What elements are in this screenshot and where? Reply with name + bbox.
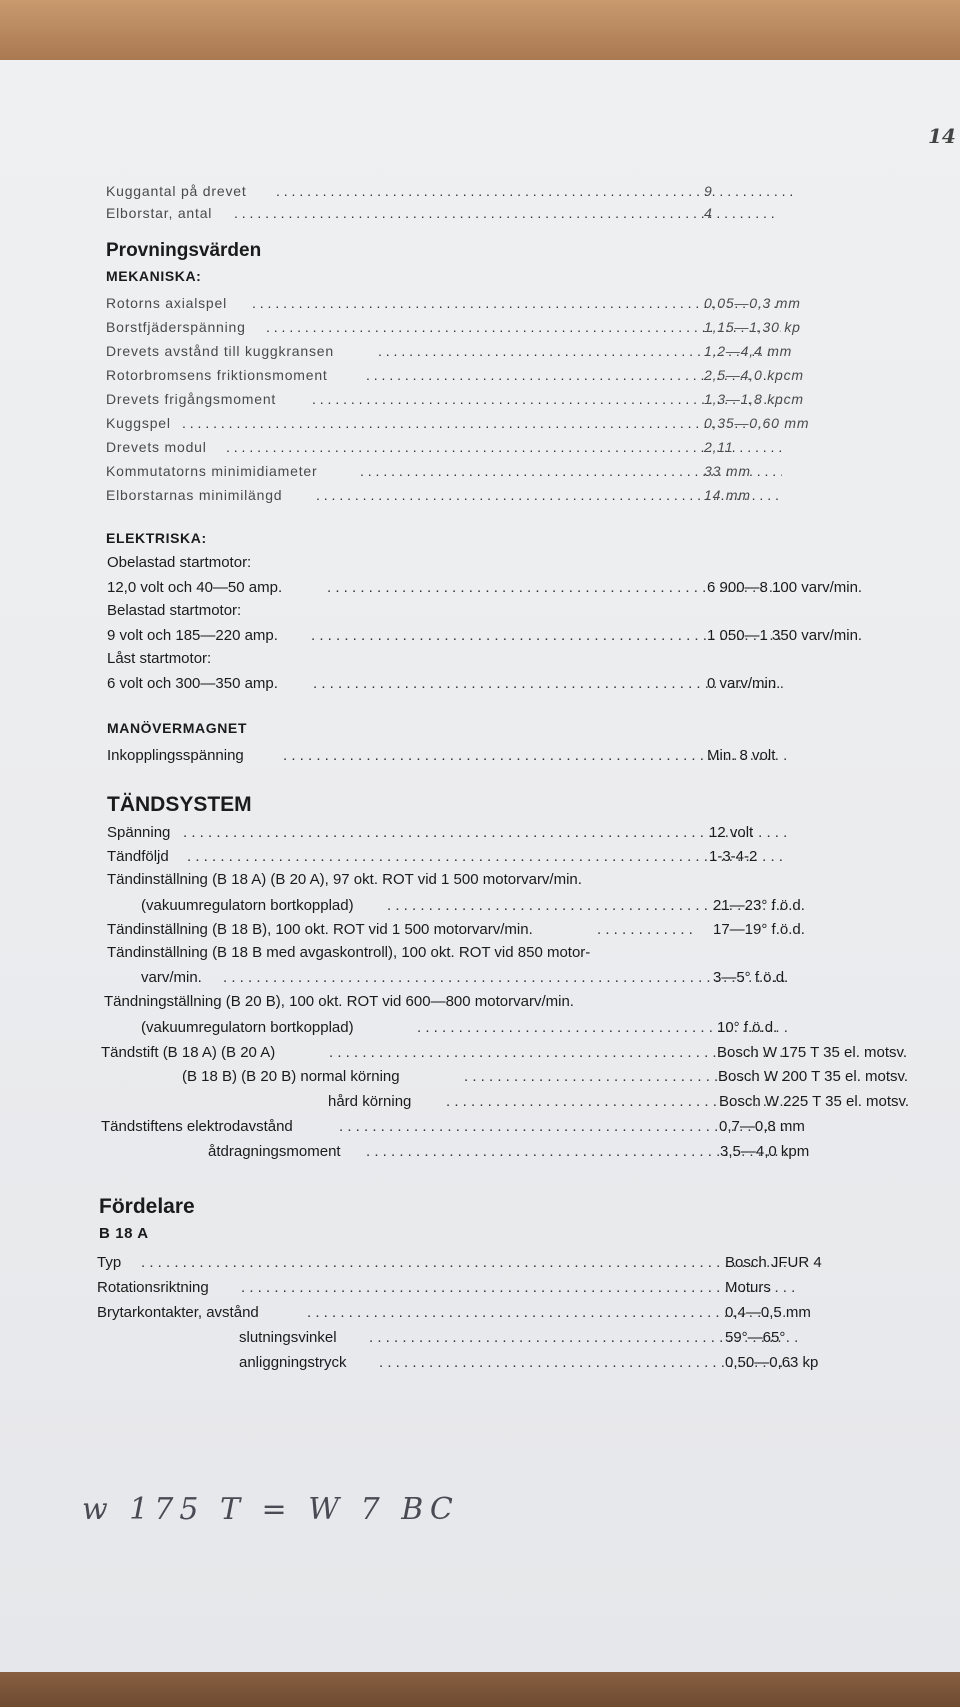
- leader-dots: [241, 1278, 797, 1298]
- spec-value: 4: [704, 205, 713, 221]
- spec-heading: Tändinställning (B 18 B med avgaskontroll), 100 okt. ROT vid 850 motor-: [107, 944, 591, 961]
- spec-value: 0,4—0,5 mm: [725, 1304, 811, 1321]
- spec-value: Bosch W 175 T 35 el. motsv.: [717, 1044, 908, 1061]
- spec-label: Tändstift (B 18 A) (B 20 A): [101, 1044, 276, 1061]
- spec-value: 17—19° f.ö.d.: [713, 921, 805, 938]
- spec-label: åtdragningsmoment: [208, 1143, 341, 1160]
- spec-value: Min. 8 volt: [707, 747, 776, 764]
- spec-label: (vakuumregulatorn bortkopplad): [141, 897, 354, 914]
- spec-label: slutningsvinkel: [239, 1329, 337, 1346]
- subsection-title: B 18 A: [99, 1225, 149, 1242]
- spec-value: 0 varv/min.: [707, 675, 781, 692]
- spec-heading: Låst startmotor:: [107, 650, 212, 667]
- spec-value: 6 900—8 100 varv/min.: [707, 579, 863, 596]
- spec-label: Drevets frigångsmoment: [106, 391, 277, 407]
- spec-value: 3—5° f.ö.d.: [713, 969, 789, 986]
- spec-label: Tändstiftens elektrodavstånd: [101, 1118, 293, 1135]
- spec-value: 1 050—1 350 varv/min.: [707, 627, 863, 644]
- spec-label: Spänning: [107, 824, 171, 841]
- spec-label: Kommutatorns minimidiameter: [106, 463, 318, 479]
- spec-label: Drevets modul: [106, 439, 207, 455]
- spec-label: (vakuumregulatorn bortkopplad): [141, 1019, 354, 1036]
- subsection-title: MEKANISKA:: [106, 268, 202, 284]
- section-title: TÄNDSYSTEM: [107, 793, 252, 816]
- spec-label: (B 18 B) (B 20 B) normal körning: [182, 1068, 400, 1085]
- spec-value: 1-3-4-2: [709, 848, 758, 865]
- spec-heading: Tändinställning (B 18 A) (B 20 A), 97 okt. ROT vid 1 500 motorvarv/min.: [107, 871, 582, 888]
- spec-label: Elborstarnas minimilängd: [106, 487, 283, 503]
- spec-value: 59°—65°: [725, 1329, 786, 1346]
- spec-label: anliggningstryck: [239, 1354, 347, 1371]
- spec-value: 14 mm: [704, 487, 751, 503]
- spec-label: hård körning: [328, 1093, 412, 1110]
- spec-value: 3,5—4,0 kpm: [720, 1143, 810, 1160]
- spec-label: Brytarkontakter, avstånd: [97, 1304, 259, 1321]
- leader-dots: [252, 293, 782, 313]
- leader-dots: [597, 920, 693, 940]
- spec-value: Bosch W 200 T 35 el. motsv.: [718, 1068, 909, 1085]
- spec-value: 10° f.ö.d.: [717, 1019, 778, 1036]
- subsection-title: MANÖVERMAGNET: [107, 720, 248, 736]
- leader-dots: [276, 181, 796, 201]
- leader-dots: [307, 1303, 797, 1323]
- wood-background-top: [0, 0, 960, 64]
- spec-label: varv/min.: [141, 969, 202, 986]
- spec-value: 12 volt: [709, 824, 754, 841]
- spec-label: Rotorbromsens friktionsmoment: [106, 367, 328, 383]
- spec-label: Tändinställning (B 18 B), 100 okt. ROT vid 1 500 motorvarv/min.: [107, 921, 533, 938]
- spec-label: 6 volt och 300—350 amp.: [107, 675, 278, 692]
- leader-dots: [223, 968, 787, 988]
- spec-value: 1,2—4,4 mm: [704, 343, 793, 359]
- spec-label: Kuggantal på drevet: [106, 183, 247, 199]
- leader-dots: [226, 437, 782, 457]
- leader-dots: [183, 823, 787, 843]
- spec-label: Inkopplingsspänning: [107, 747, 244, 764]
- spec-heading: Belastad startmotor:: [107, 602, 242, 619]
- leader-dots: [187, 847, 787, 867]
- spec-value: Bosch W 225 T 35 el. motsv.: [719, 1093, 910, 1110]
- spec-value: 33 mm: [704, 463, 751, 479]
- spec-label: Rotorns axialspel: [106, 295, 227, 311]
- spec-value: 2,5—4,0 kpcm: [704, 367, 804, 383]
- spec-value: 21—23° f.ö.d.: [713, 897, 805, 914]
- spec-heading: Tändningställning (B 20 B), 100 okt. ROT vid 600—800 motorvarv/min.: [104, 993, 574, 1010]
- spec-label: Drevets avstånd till kuggkransen: [106, 343, 334, 359]
- document-page: [0, 60, 960, 1672]
- spec-label: Tändföljd: [107, 848, 169, 865]
- leader-dots: [141, 1253, 795, 1273]
- spec-heading: Obelastad startmotor:: [107, 554, 252, 571]
- spec-value: Moturs: [725, 1279, 771, 1296]
- spec-value: 0,50—0,63 kp: [725, 1354, 819, 1371]
- spec-value: 0,35—0,60 mm: [704, 415, 810, 431]
- section-title: Fördelare: [99, 1195, 195, 1218]
- wood-background-bottom: [0, 1668, 960, 1707]
- spec-value: 9: [704, 183, 713, 199]
- spec-value: Bosch JFUR 4: [725, 1254, 822, 1271]
- spec-label: Rotationsriktning: [97, 1279, 209, 1296]
- spec-value: 1,3—1,8 kpcm: [704, 391, 804, 407]
- section-title: Provningsvärden: [106, 240, 262, 261]
- spec-value: 1,15—1,30 kp: [704, 319, 801, 335]
- spec-label: 12,0 volt och 40—50 amp.: [107, 579, 283, 596]
- spec-label: 9 volt och 185—220 amp.: [107, 627, 278, 644]
- subsection-title: ELEKTRISKA:: [106, 530, 207, 546]
- leader-dots: [234, 203, 779, 223]
- spec-label: Kuggspel: [106, 415, 171, 431]
- spec-label: Elborstar, antal: [106, 205, 213, 221]
- spec-label: Typ: [97, 1254, 122, 1271]
- spec-label: Borstfjäderspänning: [106, 319, 246, 335]
- spec-value: 0,7—0,8 mm: [719, 1118, 805, 1135]
- handwritten-note: w 175 T = W 7 BC: [82, 1492, 459, 1527]
- page-number: 14: [928, 124, 956, 148]
- spec-value: 2,11: [704, 439, 734, 455]
- leader-dots: [182, 413, 782, 433]
- spec-value: 0,05—0,3 mm: [704, 295, 801, 311]
